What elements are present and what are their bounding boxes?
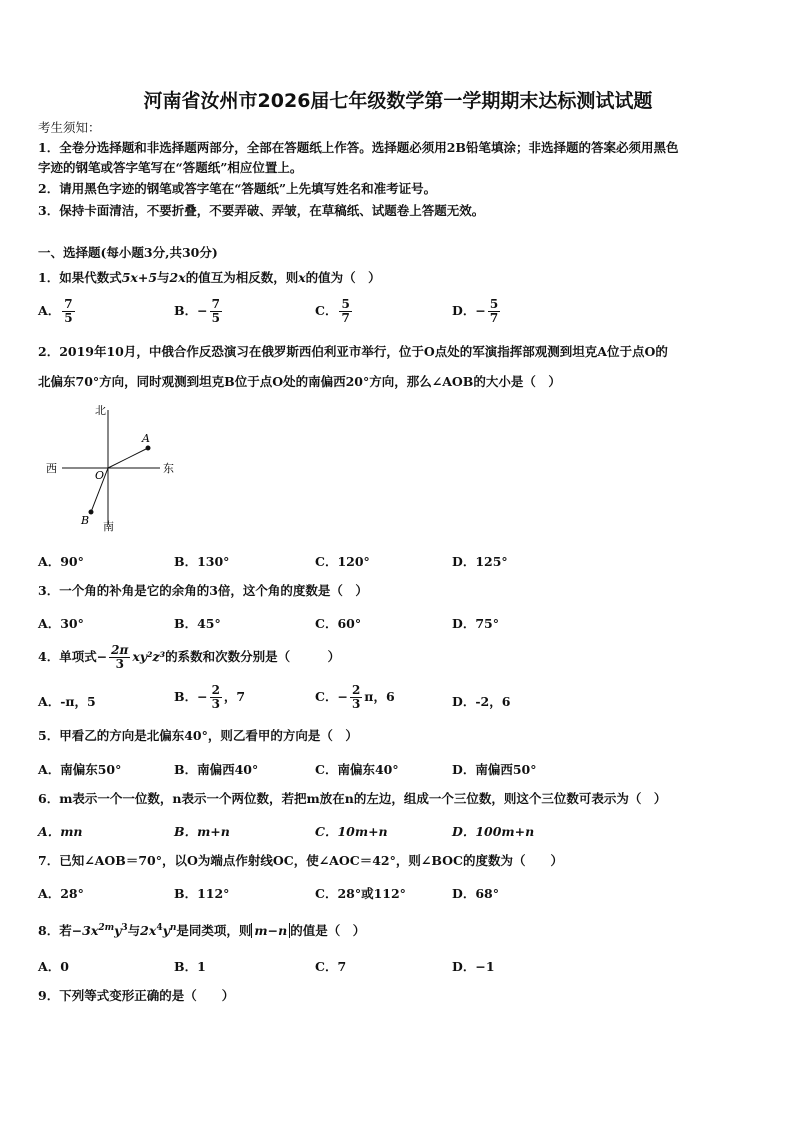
page-title: 河南省汝州市2026届七年级数学第一学期期末达标测试试题	[143, 90, 653, 112]
section-heading: 一、选择题(每小题3分,共30分)	[38, 245, 218, 260]
q1-option-c: C． $\frac{5}{7}$	[315, 297, 350, 325]
point-b	[89, 510, 94, 515]
question-5: 5．甲看乙的方向是北偏东40°，则乙看甲的方向是（ ）	[38, 728, 358, 743]
q7-option-c: C．28°或112°	[315, 886, 406, 901]
q8-option-b: B．1	[174, 959, 206, 974]
q4-option-b: B．− $\frac{2}{3}$ ，7	[174, 683, 246, 711]
q5-option-d: D．南偏西50°	[452, 762, 537, 777]
question-7: 7．已知∠AOB＝70°，以O为端点作射线OC，使∠AOC＝42°，则∠BOC的度数为（ ）	[38, 853, 563, 868]
q5-option-c: C．南偏东40°	[315, 762, 399, 777]
notice-item-3: 3．保持卡面清洁，不要折叠，不要弄破、弄皱，在草稿纸、试题卷上答题无效。	[38, 203, 485, 218]
question-2-line-2: 北偏东70°方向，同时观测到坦克B位于点O处的南偏西20°方向，那么∠AOB的大小是（ ）	[38, 374, 561, 389]
q4-option-d: D．-2，6	[452, 694, 511, 709]
label-a: A	[142, 432, 150, 445]
q6-option-d: D．100m+n	[452, 824, 535, 839]
notice-item-2: 2．请用黑色字迹的钢笔或答字笔在“答题纸”上先填写姓名和准考证号。	[38, 181, 437, 196]
q3-option-b: B．45°	[174, 616, 221, 631]
question-1: 1．如果代数式5x+5与2x的值互为相反数，则x的值为（ ）	[38, 270, 381, 285]
q1-option-a: A． $\frac{7}{5}$	[38, 297, 73, 325]
question-4: 4．单项式− $\frac{2\pi}{3}$ xy²z³的系数和次数分别是（ ）	[38, 643, 341, 671]
question-9: 9．下列等式变形正确的是（ ）	[38, 988, 235, 1003]
notice-item-1-cont: 字迹的钢笔或答字笔写在“答题纸”相应位置上。	[38, 160, 303, 175]
q6-option-b: B．m+n	[174, 824, 230, 839]
q2-option-a: A．90°	[38, 554, 84, 569]
q1-option-b: B．− $\frac{7}{5}$	[174, 297, 220, 325]
compass-diagram	[38, 400, 198, 535]
q3-option-d: D．75°	[452, 616, 499, 631]
q8-option-c: C．7	[315, 959, 347, 974]
question-6: 6．m表示一个一位数，n表示一个两位数，若把m放在n的左边，组成一个三位数，则这个三位数可表示为（ ）	[38, 791, 667, 806]
q7-option-d: D．68°	[452, 886, 499, 901]
q8-option-a: A．0	[38, 959, 69, 974]
q2-option-d: D．125°	[452, 554, 508, 569]
q2-option-b: B．130°	[174, 554, 230, 569]
q3-option-c: C．60°	[315, 616, 362, 631]
label-o: O	[95, 469, 105, 482]
label-west: 西	[46, 462, 57, 475]
q7-option-a: A．28°	[38, 886, 84, 901]
question-8: 8．若$-3x^{2m}y^3$与$2x^4y^n$是同类项，则 m−n 的值是（ ）	[38, 923, 366, 939]
ray-oa	[108, 448, 148, 468]
notice-heading: 考生须知：	[38, 120, 101, 135]
q8-option-d: D．−1	[452, 959, 495, 974]
label-south: 南	[103, 520, 114, 533]
question-3: 3．一个角的补角是它的余角的3倍，这个角的度数是（ ）	[38, 583, 368, 598]
q4-option-a: A．-π，5	[38, 694, 96, 709]
q6-option-c: C．10m+n	[315, 824, 388, 839]
label-b: B	[81, 514, 90, 527]
point-a	[146, 446, 151, 451]
q2-option-c: C．120°	[315, 554, 370, 569]
question-2-line-1: 2．2019年10月，中俄合作反恐演习在俄罗斯西伯利亚市举行，位于O点处的军演指挥部观测到坦克A位于点O的	[38, 344, 668, 359]
label-north: 北	[95, 404, 106, 417]
q4-option-c: C．− $\frac{2}{3}$ π，6	[315, 683, 395, 711]
notice-item-1: 1．全卷分选择题和非选择题两部分，全部在答题纸上作答。选择题必须用2B铅笔填涂；非选择题的答案必须用黑色	[38, 140, 679, 155]
label-east: 东	[163, 462, 174, 475]
q1-option-d: D．− $\frac{5}{7}$	[452, 297, 499, 325]
q7-option-b: B．112°	[174, 886, 230, 901]
q3-option-a: A．30°	[38, 616, 84, 631]
q5-option-a: A．南偏东50°	[38, 762, 122, 777]
q6-option-a: A．mn	[38, 824, 83, 839]
q5-option-b: B．南偏西40°	[174, 762, 259, 777]
